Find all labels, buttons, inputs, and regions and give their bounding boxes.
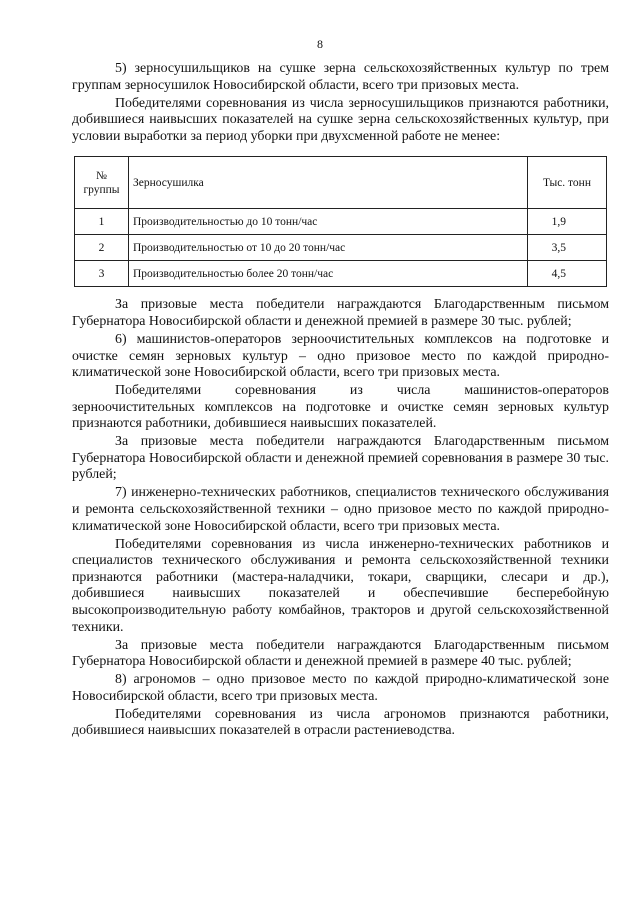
dryer-table: [74, 156, 607, 287]
document-body: [72, 61, 609, 741]
header-tons: Тыс. тонн: [528, 157, 607, 209]
table-row: [75, 209, 607, 235]
paragraph: За призовые места победители награждаются Благодарственным письмом Губернатора Новосибирской области и денежной премией соревнования в размере 30 тыс. рублей;: [72, 434, 609, 483]
cell-group: 2: [75, 235, 129, 261]
header-group: № группы: [75, 157, 129, 209]
paragraph: За призовые места победители награждаются Благодарственным письмом Губернатора Новосибирской области и денежной премией в размере 30 тыс. рублей;: [72, 297, 609, 329]
cell-tons: 3,5: [528, 235, 607, 261]
cell-dryer: Производительностью до 10 тонн/час: [129, 209, 528, 235]
paragraph: 7) инженерно-технических работников, специалистов технического обслуживания и ремонта сельскохозяйственной техники – одно призовое место по каждой природно-климатической зоне Новосибирской области, всего три призовых места.: [72, 485, 609, 534]
cell-group: 3: [75, 261, 129, 287]
cell-group: 1: [75, 209, 129, 235]
paragraph: 5) зерносушильщиков на сушке зерна сельскохозяйственных культур по трем группам зерносушилок Новосибирской области, всего три призовых места.: [72, 61, 609, 93]
cell-dryer: Производительностью от 10 до 20 тонн/час: [129, 235, 528, 261]
page-number: 8: [317, 37, 323, 51]
paragraph: 6) машинистов-операторов зерноочистительных комплексов на подготовке и очистке семян зерновых культур – одно призовое место по каждой природно-климатической зоне Новосибирской области, всего три призовых места.: [72, 331, 609, 381]
cell-tons: 1,9: [528, 209, 607, 235]
cell-dryer: Производительностью более 20 тонн/час: [129, 261, 528, 287]
paragraph: Победителями соревнования из числа инженерно-технических работников и специалистов технического обслуживания и ремонта сельскохозяйственной техники признаются работники (мастера-наладчики, токари, сварщики, слесари и др.), добившиеся наивысших показателей и обеспечившие бесперебойную высокопроизводительную работу комбайнов, тракторов и другой сельскохозяйственной техники.: [72, 536, 609, 635]
table-header-row: [75, 157, 607, 209]
paragraph: За призовые места победители награждаются Благодарственным письмом Губернатора Новосибирской области и денежной премией в размере 40 тыс. рублей;: [72, 637, 609, 670]
table-row: [75, 235, 607, 261]
dryer-table-container: [74, 156, 609, 287]
header-dryer: Зерносушилка: [129, 157, 528, 209]
paragraph: 8) агрономов – одно призовое место по каждой природно-климатической зоне Новосибирской области, всего три призовых места.: [72, 672, 609, 704]
cell-tons: 4,5: [528, 261, 607, 287]
paragraph: Победителями соревнования из числа зерносушильщиков признаются работники, добившиеся наивысших показателей на сушке зерна сельскохозяйственных культур, при условии выработки за период уборки при двухсменной работе не менее:: [72, 95, 609, 144]
paragraph: Победителями соревнования из числа машинистов-операторов зерноочистительных комплексов на подготовке и очистке семян зерновых культур признаются работники, добившиеся наивысших показателей.: [72, 383, 609, 432]
table-row: [75, 261, 607, 287]
paragraph: Победителями соревнования из числа агрономов признаются работники, добившиеся наивысших показателей в отрасли растениеводства.: [72, 706, 609, 739]
